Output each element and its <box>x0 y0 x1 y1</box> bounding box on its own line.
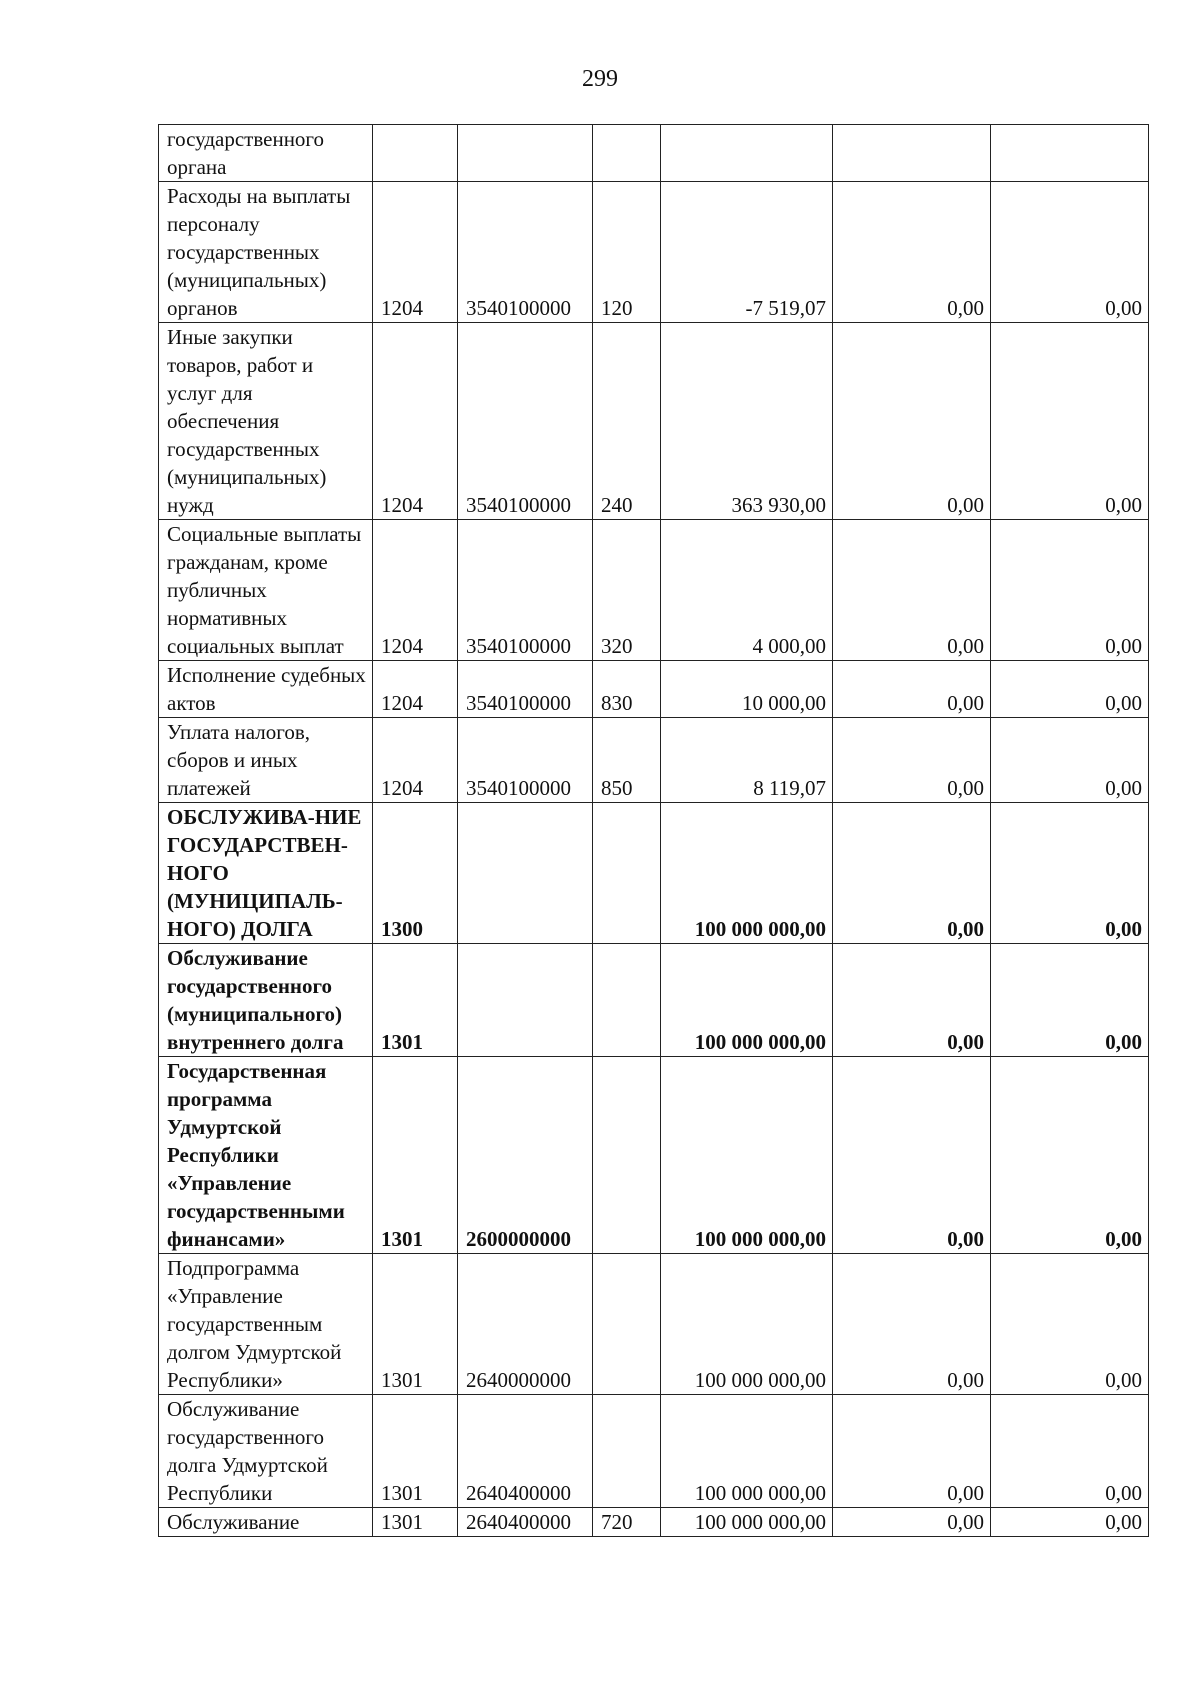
section-code-cell: 1204 <box>373 182 458 323</box>
target-article-cell: 3540100000 <box>458 520 593 661</box>
amount-year3-cell: 0,00 <box>991 323 1149 520</box>
amount-year2-cell: 0,00 <box>833 1508 991 1537</box>
amount-year3-cell: 0,00 <box>991 944 1149 1057</box>
amount-year1-cell: 100 000 000,00 <box>661 1057 833 1254</box>
expense-type-cell <box>593 125 661 182</box>
amount-year2-cell: 0,00 <box>833 1395 991 1508</box>
target-article-cell <box>458 803 593 944</box>
row-name-cell: Подпрограмма «Управление государственным долгом Удмуртской Республики» <box>159 1254 373 1395</box>
section-code-cell: 1300 <box>373 803 458 944</box>
section-code-cell: 1301 <box>373 944 458 1057</box>
section-code-cell: 1204 <box>373 323 458 520</box>
section-code-cell: 1301 <box>373 1508 458 1537</box>
expense-type-cell: 320 <box>593 520 661 661</box>
row-name-cell: Исполнение судебных актов <box>159 661 373 718</box>
amount-year3-cell: 0,00 <box>991 803 1149 944</box>
section-code-cell: 1204 <box>373 718 458 803</box>
table-row <box>159 661 1149 718</box>
row-name-cell: Государственная программа Удмуртской Республики «Управление государственными финансами» <box>159 1057 373 1254</box>
row-name-cell: ОБСЛУЖИВА-НИЕ ГОСУДАРСТВЕН-НОГО (МУНИЦИПАЛЬ-НОГО) ДОЛГА <box>159 803 373 944</box>
row-name-cell: Уплата налогов, сборов и иных платежей <box>159 718 373 803</box>
amount-year2-cell: 0,00 <box>833 661 991 718</box>
row-name-cell: Обслуживание государственного долга Удмуртской Республики <box>159 1395 373 1508</box>
section-code-cell: 1301 <box>373 1395 458 1508</box>
amount-year2-cell: 0,00 <box>833 323 991 520</box>
amount-year2-cell: 0,00 <box>833 520 991 661</box>
expense-type-cell: 830 <box>593 661 661 718</box>
table-row <box>159 1057 1149 1254</box>
expense-type-cell <box>593 803 661 944</box>
amount-year1-cell: 10 000,00 <box>661 661 833 718</box>
amount-year1-cell: -7 519,07 <box>661 182 833 323</box>
amount-year3-cell: 0,00 <box>991 182 1149 323</box>
row-name-cell: Социальные выплаты гражданам, кроме публичных нормативных социальных выплат <box>159 520 373 661</box>
expense-type-cell: 720 <box>593 1508 661 1537</box>
amount-year3-cell: 0,00 <box>991 1508 1149 1537</box>
table-row <box>159 182 1149 323</box>
amount-year1-cell: 4 000,00 <box>661 520 833 661</box>
amount-year3-cell: 0,00 <box>991 1254 1149 1395</box>
table-row <box>159 520 1149 661</box>
amount-year1-cell: 100 000 000,00 <box>661 1254 833 1395</box>
amount-year1-cell <box>661 125 833 182</box>
table-row <box>159 1508 1149 1537</box>
section-code-cell: 1204 <box>373 661 458 718</box>
target-article-cell <box>458 125 593 182</box>
target-article-cell: 3540100000 <box>458 323 593 520</box>
page-number: 299 <box>582 66 618 92</box>
amount-year1-cell: 100 000 000,00 <box>661 944 833 1057</box>
amount-year3-cell: 0,00 <box>991 520 1149 661</box>
amount-year2-cell: 0,00 <box>833 718 991 803</box>
amount-year2-cell: 0,00 <box>833 1254 991 1395</box>
target-article-cell: 2640400000 <box>458 1395 593 1508</box>
section-code-cell: 1301 <box>373 1057 458 1254</box>
table-row <box>159 803 1149 944</box>
amount-year2-cell: 0,00 <box>833 182 991 323</box>
row-name-cell: Обслуживание государственного (муниципального) внутреннего долга <box>159 944 373 1057</box>
amount-year2-cell <box>833 125 991 182</box>
target-article-cell <box>458 944 593 1057</box>
target-article-cell: 3540100000 <box>458 661 593 718</box>
budget-table <box>158 124 1149 1537</box>
amount-year3-cell: 0,00 <box>991 661 1149 718</box>
expense-type-cell <box>593 1254 661 1395</box>
table-row <box>159 1395 1149 1508</box>
table-row <box>159 125 1149 182</box>
amount-year3-cell: 0,00 <box>991 1057 1149 1254</box>
amount-year3-cell <box>991 125 1149 182</box>
expense-type-cell: 850 <box>593 718 661 803</box>
amount-year1-cell: 100 000 000,00 <box>661 1508 833 1537</box>
amount-year1-cell: 8 119,07 <box>661 718 833 803</box>
target-article-cell: 2640400000 <box>458 1508 593 1537</box>
row-name-cell: государственного органа <box>159 125 373 182</box>
table-row <box>159 1254 1149 1395</box>
amount-year3-cell: 0,00 <box>991 1395 1149 1508</box>
expense-type-cell: 240 <box>593 323 661 520</box>
amount-year1-cell: 100 000 000,00 <box>661 1395 833 1508</box>
table-row <box>159 944 1149 1057</box>
row-name-cell: Обслуживание <box>159 1508 373 1537</box>
target-article-cell: 2640000000 <box>458 1254 593 1395</box>
table-row <box>159 323 1149 520</box>
amount-year3-cell: 0,00 <box>991 718 1149 803</box>
section-code-cell: 1301 <box>373 1254 458 1395</box>
section-code-cell: 1204 <box>373 520 458 661</box>
row-name-cell: Расходы на выплаты персоналу государственных (муниципальных) органов <box>159 182 373 323</box>
expense-type-cell: 120 <box>593 182 661 323</box>
table-row <box>159 718 1149 803</box>
target-article-cell: 3540100000 <box>458 718 593 803</box>
section-code-cell <box>373 125 458 182</box>
expense-type-cell <box>593 944 661 1057</box>
row-name-cell: Иные закупки товаров, работ и услуг для обеспечения государственных (муниципальных) нужд <box>159 323 373 520</box>
budget-table-body <box>159 125 1149 1537</box>
target-article-cell: 2600000000 <box>458 1057 593 1254</box>
amount-year2-cell: 0,00 <box>833 1057 991 1254</box>
expense-type-cell <box>593 1395 661 1508</box>
amount-year2-cell: 0,00 <box>833 944 991 1057</box>
amount-year1-cell: 100 000 000,00 <box>661 803 833 944</box>
amount-year2-cell: 0,00 <box>833 803 991 944</box>
target-article-cell: 3540100000 <box>458 182 593 323</box>
expense-type-cell <box>593 1057 661 1254</box>
amount-year1-cell: 363 930,00 <box>661 323 833 520</box>
